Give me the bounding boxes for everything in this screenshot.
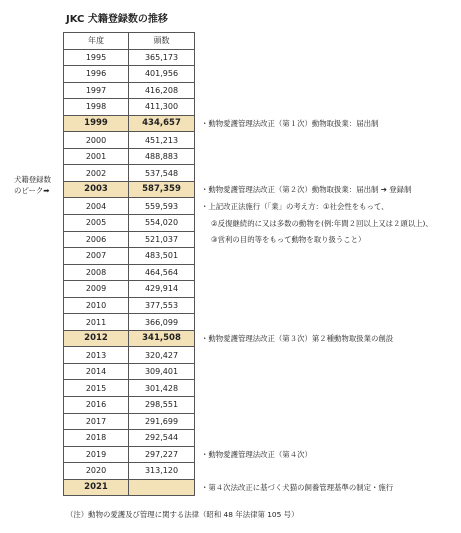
count-cell: 377,553 <box>129 297 195 314</box>
count-cell: 292,544 <box>129 430 195 447</box>
table-row <box>64 430 195 447</box>
table-row <box>64 132 195 149</box>
year-cell: 2007 <box>64 248 129 265</box>
table-row <box>64 215 195 232</box>
year-cell: 2004 <box>64 198 129 215</box>
table-row <box>64 397 195 414</box>
year-cell: 1997 <box>64 82 129 99</box>
year-cell: 2015 <box>64 380 129 397</box>
year-cell: 2018 <box>64 430 129 447</box>
count-cell: 537,548 <box>129 165 195 182</box>
year-cell: 2003 <box>64 181 129 198</box>
table-body <box>64 49 195 496</box>
count-cell: 587,359 <box>129 181 195 198</box>
year-cell: 2000 <box>64 132 129 149</box>
year-cell: 2016 <box>64 397 129 414</box>
law-note: ・動物愛護管理法改正（第２次）動物取扱業：届出制 ➔ 登録制 <box>201 185 412 195</box>
law-note: ・上記改正法施行（「業」の考え方：①社会性をもって、 <box>201 202 389 211</box>
table-row <box>64 330 195 347</box>
table-row <box>64 264 195 281</box>
count-cell: 521,037 <box>129 231 195 248</box>
footnote: （注）動物の愛護及び管理に関する法律（昭和 48 年法律第 105 号） <box>66 510 299 519</box>
count-cell: 464,564 <box>129 264 195 281</box>
law-note: ・動物愛護管理法改正（第１次）動物取扱業：届出制 <box>201 119 379 129</box>
count-cell: 416,208 <box>129 82 195 99</box>
law-note: ③営利の目的等をもって動物を取り扱うこと） <box>211 235 366 245</box>
registration-table <box>63 32 195 496</box>
year-cell: 2020 <box>64 463 129 480</box>
count-cell: 298,551 <box>129 397 195 414</box>
page-title: JKC 犬籍登録数の推移 <box>66 14 168 25</box>
year-cell: 1996 <box>64 66 129 83</box>
count-cell: 309,401 <box>129 363 195 380</box>
table-row <box>64 281 195 298</box>
count-cell: 320,427 <box>129 347 195 364</box>
law-note: ②反復継続的に又は多数の動物を(例:年間２回以上又は２頭以上)、 <box>211 218 433 228</box>
count-cell: 301,428 <box>129 380 195 397</box>
law-note: ・第４次法改正に基づく犬猫の飼養管理基準の制定・施行 <box>201 483 394 493</box>
count-cell: 429,914 <box>129 281 195 298</box>
count-cell: 483,501 <box>129 248 195 265</box>
year-cell: 2014 <box>64 363 129 380</box>
count-cell <box>129 479 195 496</box>
count-cell: 366,099 <box>129 314 195 331</box>
year-cell: 2005 <box>64 215 129 232</box>
count-cell: 559,593 <box>129 198 195 215</box>
count-cell: 365,173 <box>129 49 195 66</box>
law-note: ・動物愛護管理法改正（第３次）第２種動物取扱業の創設 <box>201 334 394 344</box>
header-year: 年度 <box>64 33 129 50</box>
count-cell: 313,120 <box>129 463 195 480</box>
year-cell: 2010 <box>64 297 129 314</box>
year-cell: 2006 <box>64 231 129 248</box>
peak-label <box>14 174 51 196</box>
table-row <box>64 446 195 463</box>
year-cell: 2008 <box>64 264 129 281</box>
count-cell: 401,956 <box>129 66 195 83</box>
peak-label-line: 犬籍登録数 <box>14 174 51 184</box>
count-cell: 434,657 <box>129 115 195 132</box>
table-row <box>64 165 195 182</box>
table-row <box>64 363 195 380</box>
table-row <box>64 413 195 430</box>
year-cell: 2019 <box>64 446 129 463</box>
year-cell: 1998 <box>64 99 129 116</box>
count-cell: 291,699 <box>129 413 195 430</box>
table-header-row <box>64 33 195 50</box>
year-cell: 2013 <box>64 347 129 364</box>
count-cell: 341,508 <box>129 330 195 347</box>
year-cell: 2011 <box>64 314 129 331</box>
header-count: 頭数 <box>129 33 195 50</box>
table-row <box>64 49 195 66</box>
table-row <box>64 148 195 165</box>
law-note: ・動物愛護管理法改正（第４次） <box>201 450 312 460</box>
table-row <box>64 115 195 132</box>
table-row <box>64 248 195 265</box>
year-cell: 2021 <box>64 479 129 496</box>
peak-label-line: のピーク➡ <box>14 185 50 195</box>
table-row <box>64 198 195 215</box>
count-cell: 411,300 <box>129 99 195 116</box>
year-cell: 2017 <box>64 413 129 430</box>
count-cell: 297,227 <box>129 446 195 463</box>
table-row <box>64 347 195 364</box>
count-cell: 554,020 <box>129 215 195 232</box>
table-row <box>64 99 195 116</box>
table-row <box>64 82 195 99</box>
year-cell: 2012 <box>64 330 129 347</box>
year-cell: 1995 <box>64 49 129 66</box>
year-cell: 1999 <box>64 115 129 132</box>
year-cell: 2009 <box>64 281 129 298</box>
table-row <box>64 380 195 397</box>
table-row <box>64 66 195 83</box>
table-row <box>64 181 195 198</box>
table-row <box>64 479 195 496</box>
count-cell: 451,213 <box>129 132 195 149</box>
year-cell: 2002 <box>64 165 129 182</box>
table-row <box>64 297 195 314</box>
table-row <box>64 463 195 480</box>
count-cell: 488,883 <box>129 148 195 165</box>
year-cell: 2001 <box>64 148 129 165</box>
table-row <box>64 231 195 248</box>
table-row <box>64 314 195 331</box>
